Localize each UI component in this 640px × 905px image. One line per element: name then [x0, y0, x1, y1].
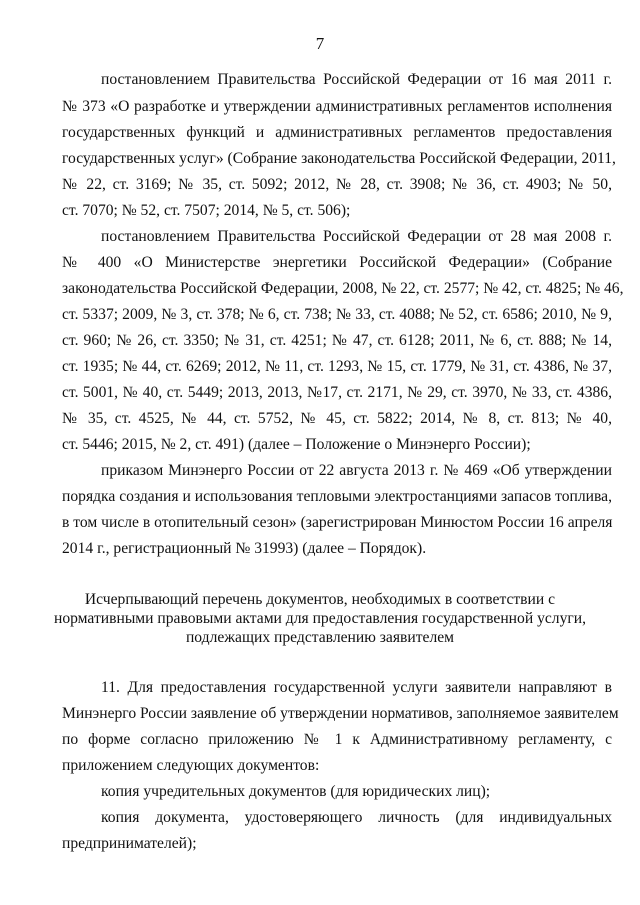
- paragraph-1-line-4: государственных услуг» (Собрание законодательства Российской Федерации, 2011,: [62, 150, 616, 167]
- section-11-line-4: приложением следующих документов:: [62, 757, 320, 774]
- paragraph-1-line-5: № 22, ст. 3169; № 35, ст. 5092; 2012, № 28, ст. 3908; № 36, ст. 4903; № 50,: [62, 176, 612, 193]
- paragraph-1-line-1: постановлением Правительства Российской Федерации от 16 мая 2011 г.: [101, 71, 612, 88]
- paragraph-2-line-9: ст. 5446; 2015, № 2, ст. 491) (далее – Положение о Минэнерго России);: [62, 436, 531, 453]
- section-11-line-2: Минэнерго России заявление об утверждении нормативов, заполняемое заявителем: [62, 705, 619, 722]
- list-item-1: копия учредительных документов (для юридических лиц);: [101, 783, 491, 800]
- paragraph-3-line-4: 2014 г., регистрационный № 31993) (далее – Порядок).: [62, 540, 427, 557]
- section-heading-line-2: нормативными правовыми актами для предоставления государственной услуги,: [53, 610, 587, 627]
- paragraph-2-line-1: постановлением Правительства Российской Федерации от 28 мая 2008 г.: [101, 228, 612, 245]
- section-11-line-3: по форме согласно приложению № 1 к Административному регламенту, с: [62, 731, 612, 748]
- paragraph-2-line-6: ст. 1935; № 44, ст. 6269; 2012, № 11, ст. 1293, № 15, ст. 1779, № 31, ст. 4386, № 37,: [62, 358, 612, 375]
- paragraph-1-line-2: № 373 «О разработке и утверждении административных регламентов исполнения: [62, 98, 612, 115]
- paragraph-2-line-2: № 400 «О Министерстве энергетики Российской Федерации» (Собрание: [62, 254, 612, 271]
- paragraph-2-line-8: № 35, ст. 4525, № 44, ст. 5752, № 45, ст. 5822; 2014, № 8, ст. 813; № 40,: [62, 410, 612, 427]
- page-number: 7: [315, 34, 325, 53]
- paragraph-3-line-2: порядка создания и использования тепловыми электростанциями запасов топлива,: [62, 488, 612, 505]
- paragraph-2-line-7: ст. 5001, № 40, ст. 5449; 2013, 2013, №17, ст. 2171, № 29, ст. 3970, № 33, ст. 4386,: [62, 384, 612, 401]
- paragraph-1-line-6: ст. 7070; № 52, ст. 7507; 2014, № 5, ст. 506);: [62, 202, 351, 219]
- list-item-2-line-1: копия документа, удостоверяющего личность (для индивидуальных: [101, 809, 612, 826]
- paragraph-2-line-3: законодательства Российской Федерации, 2008, № 22, ст. 2577; № 42, ст. 4825; № 46,: [62, 280, 624, 297]
- section-11-line-1: 11. Для предоставления государственной услуги заявители направляют в: [101, 679, 612, 696]
- paragraph-3-line-1: приказом Минэнерго России от 22 августа 2013 г. № 469 «Об утверждении: [101, 462, 612, 479]
- paragraph-1-line-3: государственных функций и административных регламентов предоставления: [62, 124, 612, 141]
- section-heading-line-1: Исчерпывающий перечень документов, необходимых в соответствии с: [84, 591, 556, 608]
- paragraph-2-line-5: ст. 960; № 26, ст. 3350; № 31, ст. 4251; № 47, ст. 6128; 2011, № 6, ст. 888; № 14,: [62, 332, 612, 349]
- paragraph-2-line-4: ст. 5337; 2009, № 3, ст. 378; № 6, ст. 738; № 33, ст. 4088; № 52, ст. 6586; 2010, № 9,: [62, 306, 612, 323]
- paragraph-3-line-3: в том числе в отопительный сезон» (зарегистрирован Минюстом России 16 апреля: [62, 514, 613, 531]
- section-heading-line-3: подлежащих представлению заявителем: [185, 629, 455, 646]
- list-item-2-line-2: предпринимателей);: [62, 835, 197, 852]
